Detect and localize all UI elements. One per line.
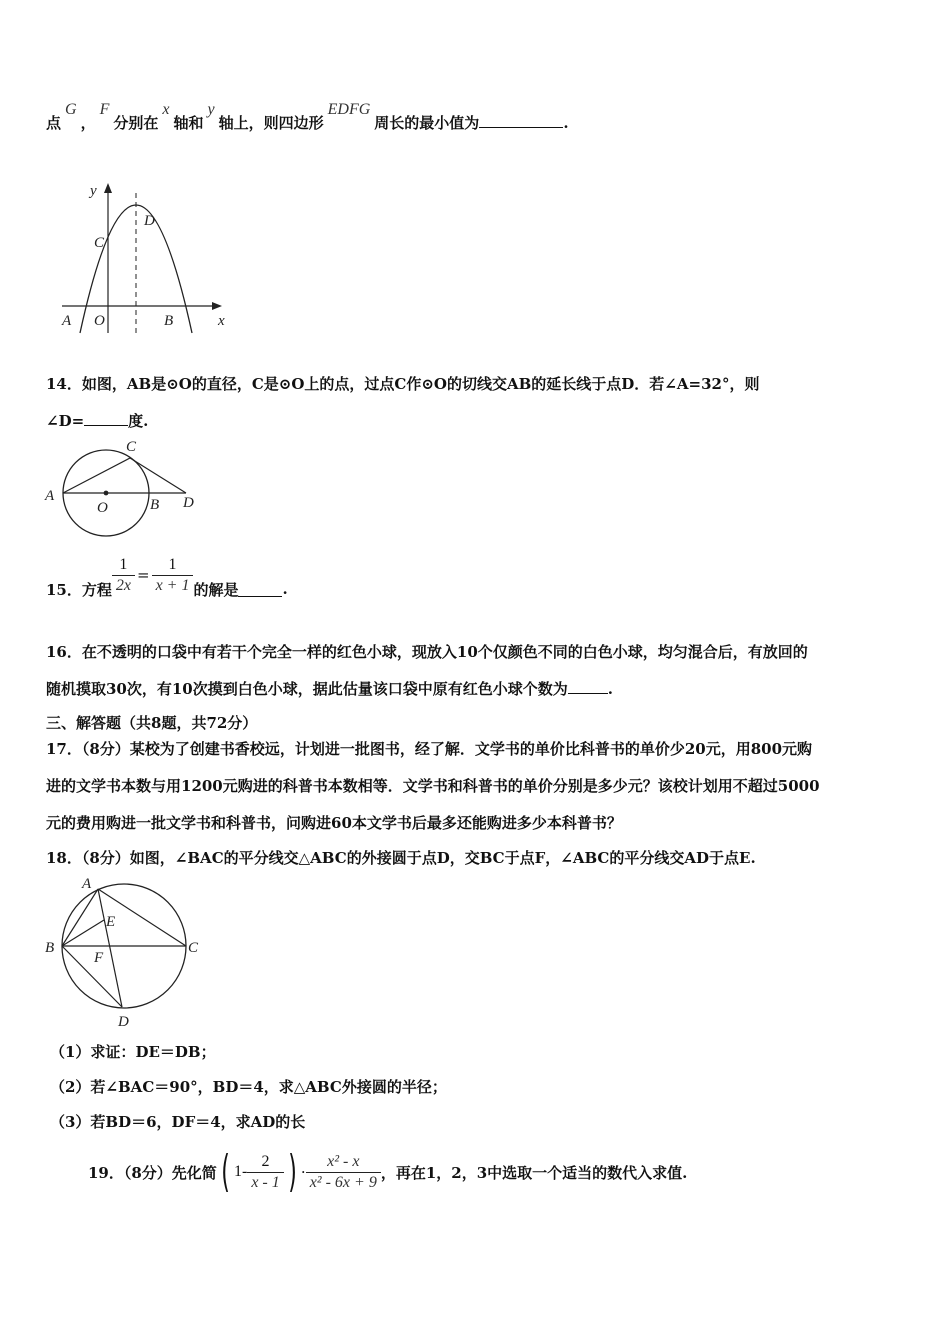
y-axis-arrow bbox=[104, 183, 112, 193]
label-c: C bbox=[126, 439, 137, 455]
q15-denominator-left: 2x bbox=[115, 576, 131, 594]
label-d: D bbox=[183, 495, 194, 511]
q16-period: . bbox=[607, 680, 613, 698]
q18-sub1: （1）求证：DE＝DB； bbox=[50, 1043, 216, 1061]
q14-circle-figure bbox=[40, 432, 210, 547]
x-axis-arrow bbox=[212, 302, 222, 310]
label-o: O bbox=[97, 500, 108, 516]
q13-var-x: x bbox=[162, 101, 170, 118]
q14-angle-d: ∠D= bbox=[46, 412, 85, 430]
label-b: B bbox=[164, 313, 174, 329]
label-a: A bbox=[62, 313, 72, 329]
q15-fraction-left bbox=[112, 555, 135, 596]
q15-equals: = bbox=[136, 566, 150, 584]
label-a: A bbox=[82, 876, 92, 892]
q13-var-edfg: EDFG bbox=[327, 101, 371, 118]
q13-var-f: F bbox=[99, 101, 110, 118]
q13-parabola-figure bbox=[50, 175, 240, 345]
q17-line2: 进的文学书本数与用1200元购进的科普书本数相等．文学书和科普书的单价分别是多少元？该校计划用不超过5000 bbox=[46, 777, 820, 795]
q14-line1: 14．如图，AB是⊙O的直径，C是⊙O上的点，过点C作⊙O的切线交AB的延长线于点D．若∠A=32°，则 bbox=[46, 375, 760, 393]
q15-answer-blank bbox=[238, 582, 282, 597]
q13-var-y: y bbox=[207, 101, 215, 118]
q13-text-end: 周长的最小值为 bbox=[374, 114, 480, 132]
section-heading: 三、解答题（共8题，共72分） bbox=[46, 714, 258, 732]
segment-bd bbox=[62, 946, 122, 1007]
segment-be bbox=[62, 920, 104, 946]
q18-circle-figure bbox=[40, 872, 210, 1032]
tangent-cd bbox=[130, 458, 186, 493]
q16-line2 bbox=[46, 678, 906, 699]
q16-answer-blank bbox=[568, 679, 608, 694]
q19-suffix: ，再在1，2，3中选取一个适当的数代入求值. bbox=[380, 1163, 688, 1182]
q19-fraction-b bbox=[306, 1152, 381, 1193]
label-e: E bbox=[106, 914, 116, 930]
q19-numerator-b: x² - x bbox=[306, 1152, 381, 1173]
q13-comma: ， bbox=[80, 114, 96, 132]
q13-text-dian: 点 bbox=[46, 114, 62, 132]
label-d: D bbox=[144, 213, 155, 229]
q15-numerator-left: 1 bbox=[112, 555, 135, 576]
q13-period: . bbox=[563, 114, 569, 132]
q16-line1: 16．在不透明的口袋中有若干个完全一样的红色小球，现放入10个仅颜色不同的白色小球，均匀混合后，有放回的 bbox=[46, 643, 808, 661]
q18-sub3: （3）若BD＝6，DF＝4，求AD的长 bbox=[50, 1113, 306, 1131]
label-f: F bbox=[94, 950, 104, 966]
q13-var-g: G bbox=[65, 101, 77, 118]
chord-ac bbox=[63, 458, 130, 493]
q19-fraction-a bbox=[247, 1152, 283, 1193]
q19-right-paren: ) bbox=[288, 1146, 297, 1197]
label-c: C bbox=[188, 940, 199, 956]
label-x: x bbox=[218, 313, 225, 329]
q15-denominator-right: x + 1 bbox=[155, 576, 190, 594]
q19-line bbox=[88, 1146, 948, 1198]
label-a: A bbox=[45, 488, 55, 504]
q19-dot: · bbox=[300, 1163, 306, 1181]
label-b: B bbox=[45, 940, 55, 956]
q17-line3: 元的费用购进一批文学书和科普书，问购进60本文学书后最多还能购进多少本科普书？ bbox=[46, 814, 622, 832]
q15-numerator-right: 1 bbox=[152, 555, 194, 576]
label-y: y bbox=[90, 183, 97, 199]
q15-fraction-right bbox=[152, 555, 194, 596]
q18-sub2: （2）若∠BAC＝90°，BD＝4，求△ABC外接圆的半径； bbox=[50, 1078, 447, 1096]
center-dot bbox=[104, 491, 109, 496]
segment-ab bbox=[62, 889, 98, 946]
label-d: D bbox=[118, 1014, 129, 1030]
q16-line2-text: 随机摸取30次，有10次摸到白色小球，据此估量该口袋中原有红色小球个数为 bbox=[46, 680, 568, 698]
q19-prefix: 19．（8分）先化简 bbox=[88, 1163, 217, 1182]
q19-one-minus: 1- bbox=[233, 1163, 248, 1180]
q18-line1: 18．（8分）如图，∠BAC的平分线交△ABC的外接圆于点D，交BC于点F，∠ABC的平分线交AD于点E. bbox=[46, 849, 756, 867]
segment-ad bbox=[98, 889, 122, 1007]
q19-numerator-a: 2 bbox=[247, 1152, 283, 1173]
q13-line bbox=[46, 101, 906, 133]
q17-line1: 17．（8分）某校为了创建书香校远，计划进一批图书，经了解．文学书的单价比科普书的单价少20元，用800元购 bbox=[46, 740, 813, 758]
q14-answer-blank bbox=[84, 411, 128, 426]
label-o: O bbox=[94, 313, 105, 329]
q15-prefix: 15．方程 bbox=[46, 580, 112, 599]
label-b: B bbox=[150, 497, 160, 513]
q13-text-zhouhe: 轴和 bbox=[173, 114, 204, 132]
q14-line2 bbox=[46, 410, 906, 431]
q15-period: . bbox=[282, 580, 288, 598]
q13-text-zhoushang: 轴上，则四边形 bbox=[218, 114, 324, 132]
q15-suffix: 的解是 bbox=[193, 580, 239, 599]
q15-line bbox=[46, 553, 906, 597]
label-c: C bbox=[94, 235, 105, 251]
q13-answer-blank bbox=[479, 113, 563, 128]
q19-left-paren: ( bbox=[221, 1146, 230, 1197]
q13-text-fenbie: 分别在 bbox=[113, 114, 159, 132]
q19-denominator-b: x² - 6x + 9 bbox=[309, 1173, 377, 1191]
q19-denominator-a: x - 1 bbox=[251, 1173, 280, 1191]
q14-unit: 度. bbox=[128, 412, 149, 430]
